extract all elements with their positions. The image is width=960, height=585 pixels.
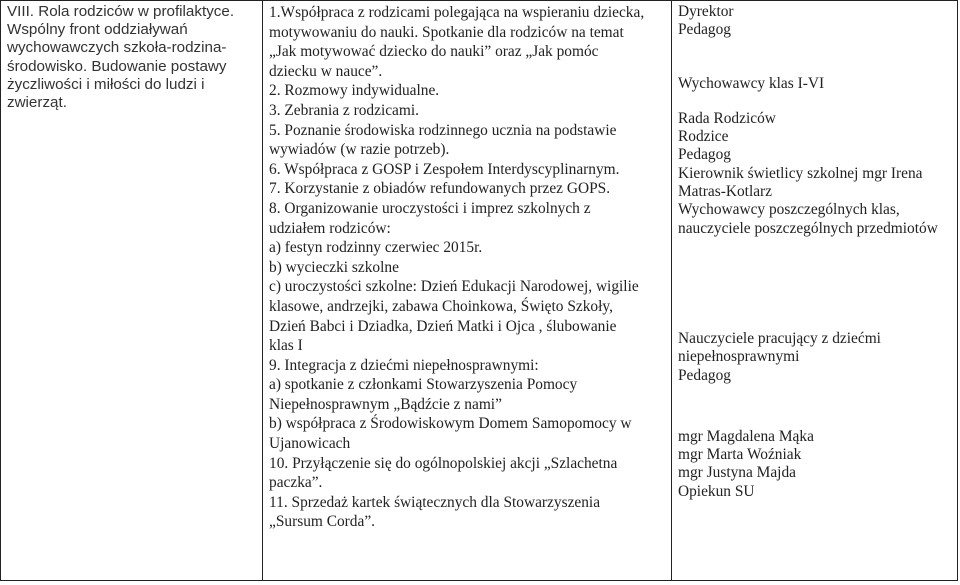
text-line: Wychowawcy poszczególnych klas, [678,201,900,219]
text-line: 8. Organizowanie uroczystości i imprez szkolnych z [269,199,591,217]
text-line: 5. Poznanie środowiska rodzinnego ucznia na podstawie [269,121,617,139]
text-line: środowisko. Budowanie postawy [7,57,227,75]
responsible-block-staff [678,428,951,501]
responsible-block-management [678,3,951,40]
text-line: mgr Justyna Majda [678,464,796,482]
text-line: Pedagog [678,21,732,39]
spacer [678,93,951,110]
area-text [7,3,256,112]
text-line: zwierząt. [7,94,67,112]
text-line: wychowawczych szkoła-rodzina- [7,39,227,57]
tasks-cell [263,1,672,581]
text-line: „Jak motywować dziecko do nauki” oraz „Jak pomóc [269,43,599,61]
text-line: mgr Marta Woźniak [678,446,802,464]
text-line: c) uroczystości szkolne: Dzień Edukacji Narodowej, wigilie [269,278,639,296]
responsible-block-parents [678,110,951,238]
table-row [1,1,958,581]
text-line: „Sursum Corda”. [269,513,376,531]
area-cell [1,1,263,581]
text-line: Pedagog [678,146,732,164]
text-line: wywiadów (w razie potrzeb). [269,141,450,159]
text-line: życzliwości i miłości do ludzi i [7,75,205,93]
text-line: Wychowawcy klas I-VI [678,74,825,92]
text-line: nauczyciele poszczególnych przedmiotów [678,219,938,237]
responsible-block-teachers [678,75,951,93]
text-line: Dyrektor [678,3,734,20]
text-line: 11. Sprzedaż kartek świątecznych dla Stowarzyszenia [269,493,601,511]
text-line: Dzień Babci i Dziadka, Dzień Matki i Ojca , ślubowanie [269,317,617,335]
text-line: Kierownik świetlicy szkolnej mgr Irena [678,164,923,182]
text-line: Niepełnosprawnym „Bądźcie z nami” [269,395,502,413]
text-line: mgr Magdalena Mąka [678,427,814,445]
text-line: 3. Zebrania z rodzicami. [269,101,419,119]
spacer [678,238,951,330]
responsible-block-integration [678,330,951,385]
spacer [678,40,951,75]
text-line: motywowaniu do nauki. Spotkanie dla rodziców na temat [269,23,624,41]
text-line: Matras-Kotlarz [678,183,773,201]
text-line: b) wycieczki szkolne [269,258,399,276]
text-line: 9. Integracja z dziećmi niepełnosprawnymi: [269,356,539,374]
text-line: niepełnosprawnymi [678,348,800,366]
text-line: Pedagog [678,366,732,384]
text-line: a) festyn rodzinny czerwiec 2015r. [269,239,483,257]
text-line: 1.Współpraca z rodzicami polegająca na wspieraniu dziecka, [269,4,645,21]
text-line: klasowe, andrzejki, zabawa Choinkowa, Święto Szkoły, [269,297,613,315]
text-line: 7. Korzystanie z obiadów refundowanych przez GOPS. [269,180,611,198]
text-line: Wspólny front oddziaływań [7,21,188,39]
responsible-cell [672,1,958,581]
text-line: 2. Rozmowy indywidualne. [269,82,440,100]
text-line: Nauczyciele pracujący z dziećmi [678,329,881,347]
text-line: b) współpraca z Środowiskowym Domem Samopomocy w [269,415,632,433]
tasks-text [269,3,665,532]
text-line: dziecku w nauce”. [269,62,383,80]
text-line: 10. Przyłączenie się do ogólnopolskiej akcji „Szlachetna [269,454,618,472]
text-line: Rada Rodziców [678,109,776,127]
text-line: VIII. Rola rodziców w profilaktyce. [7,3,235,20]
text-line: Opiekun SU [678,482,755,500]
text-line: paczka”. [269,474,323,492]
text-line: udziałem rodziców: [269,219,391,237]
text-line: klas I [269,337,303,355]
text-line: Rodzice [678,128,729,146]
spacer [678,385,951,428]
text-line: a) spotkanie z członkami Stowarzyszenia Pomocy [269,376,578,394]
text-line: Ujanowicach [269,435,351,453]
text-line: 6. Współpraca z GOSP i Zespołem Interdyscyplinarnym. [269,160,620,178]
